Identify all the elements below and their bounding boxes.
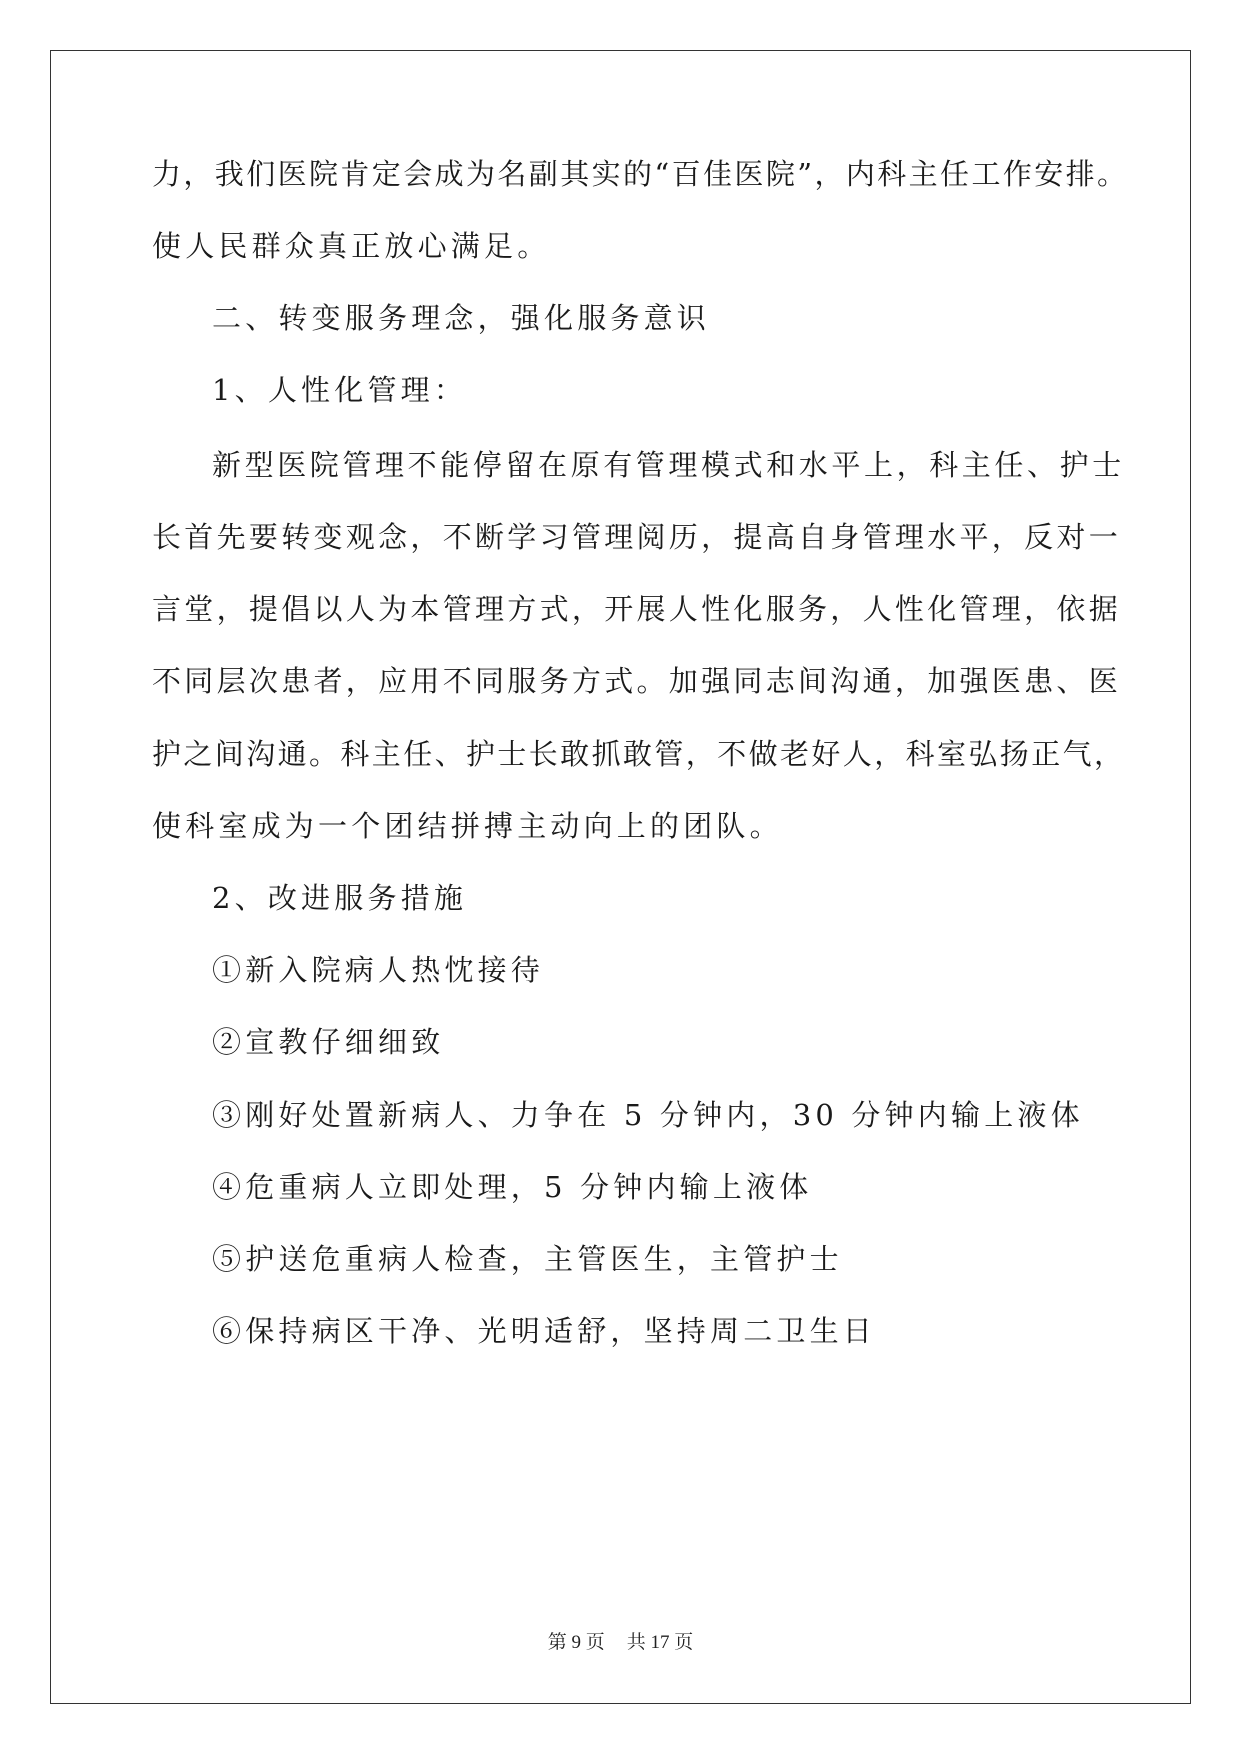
body-line-7: 言堂，提倡以人为本管理方式，开展人性化服务，人性化管理，依据: [152, 592, 1122, 626]
list-item-5: ⑤护送危重病人检查，主管医生，主管护士: [212, 1242, 843, 1276]
body-line-1: 力，我们医院肯定会成为名副其实的“百佳医院”，内科主任工作安排。: [152, 157, 1129, 191]
body-line-9: 护之间沟通。科主任、护士长敢抓敢管，不做老好人，科室弘扬正气，: [152, 737, 1126, 771]
list-item-2: ②宣教仔细细致: [212, 1025, 445, 1059]
list-item-1: ①新入院病人热忱接待: [212, 953, 545, 987]
body-line-6: 长首先要转变观念，不断学习管理阅历，提高自身管理水平，反对一: [152, 520, 1122, 554]
body-line-10: 使科室成为一个团结拼搏主动向上的团队。: [152, 809, 783, 843]
section-heading: 二、转变服务理念，强化服务意识: [212, 301, 711, 335]
page-number: 第 9 页: [547, 1632, 605, 1653]
subsection-heading-2: 2、改进服务措施: [212, 881, 468, 915]
list-item-6: ⑥保持病区干净、光明适舒，坚持周二卫生日: [212, 1314, 877, 1348]
body-line-5: 新型医院管理不能停留在原有管理模式和水平上，科主任、护士: [212, 448, 1125, 482]
list-item-4: ④危重病人立即处理，5 分钟内输上液体: [212, 1170, 813, 1204]
page-count: 共 17 页: [626, 1632, 694, 1653]
subsection-heading-1: 1、人性化管理：: [212, 373, 468, 407]
body-line-2: 使人民群众真正放心满足。: [152, 229, 551, 263]
body-line-8: 不同层次患者，应用不同服务方式。加强同志间沟通，加强医患、医: [152, 664, 1122, 698]
page-footer: [0, 1627, 1241, 1654]
list-item-3: ③刚好处置新病人、力争在 5 分钟内，30 分钟内输上液体: [212, 1098, 1084, 1132]
